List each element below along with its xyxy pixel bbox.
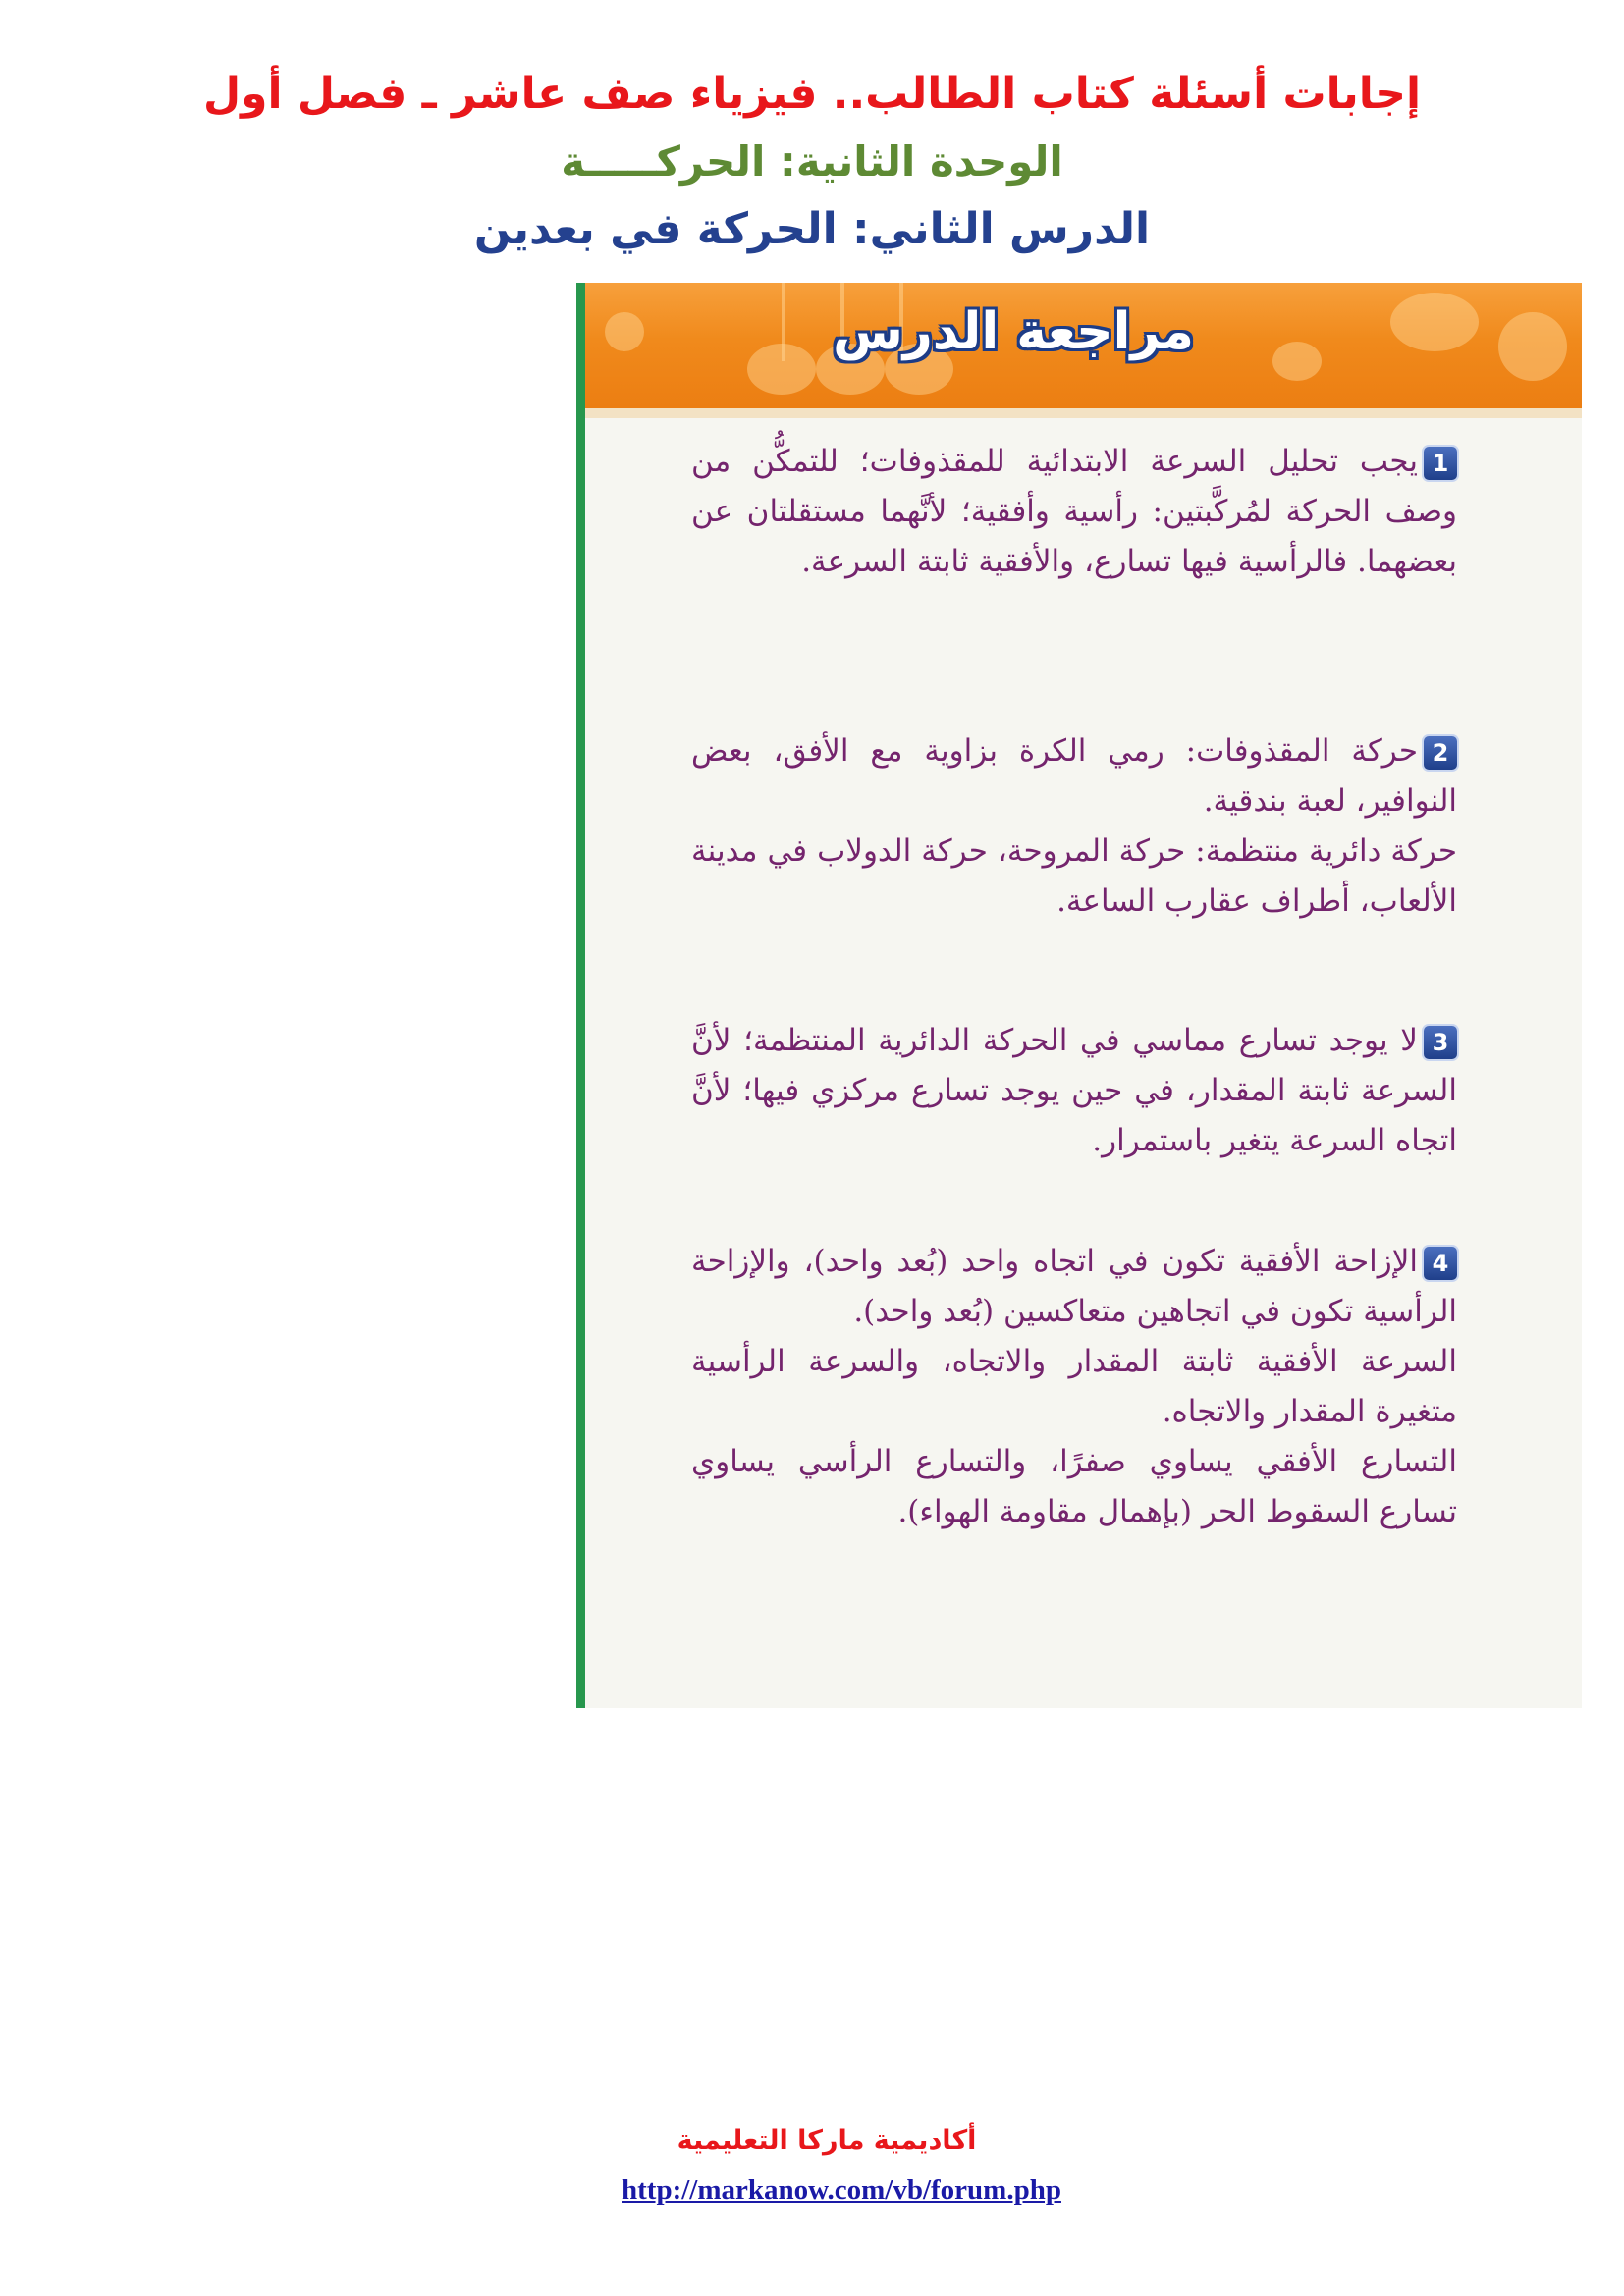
number-badge-4: 4 bbox=[1424, 1247, 1457, 1280]
number-badge-1: 1 bbox=[1424, 447, 1457, 480]
review-answer-2 bbox=[691, 726, 1457, 927]
answer-2-text-2: حركة دائرية منتظمة: حركة المروحة، حركة الدولاب في مدينة الألعاب، أطراف عقارب الساعة. bbox=[691, 833, 1457, 919]
lesson-title: الدرس الثاني: الحركة في بعدين bbox=[473, 204, 1151, 254]
answer-1-text: يجب تحليل السرعة الابتدائية للمقذوفات؛ للتمكُّن من وصف الحركة لمُركَّبتين: رأسية وأفقية؛ لأنَّهما مستقلتان عن بعضهما. فالرأسية فيها تسارع، والأفقية ثابتة السرعة. bbox=[691, 444, 1457, 579]
answer-4-text-3: التسارع الأفقي يساوي صفرًا، والتسارع الرأسي يساوي تسارع السقوط الحر (بإهمال مقاومة الهواء). bbox=[691, 1444, 1457, 1529]
review-title: مراجعة الدرس bbox=[833, 302, 1194, 361]
answer-2-text-1: حركة المقذوفات: رمي الكرة بزاوية مع الأفق، بعض النوافير، لعبة بندقية. bbox=[691, 733, 1457, 819]
answer-4-text-1: الإزاحة الأفقية تكون في اتجاه واحد (بُعد واحد)، والإزاحة الرأسية تكون في اتجاهين متعاكسين (بُعد واحد). bbox=[691, 1244, 1457, 1329]
answer-4-text-2: السرعة الأفقية ثابتة المقدار والاتجاه، والسرعة الرأسية متغيرة المقدار والاتجاه. bbox=[691, 1344, 1457, 1429]
banner-underline bbox=[585, 408, 1582, 418]
review-answer-3 bbox=[691, 1016, 1457, 1166]
review-answer-1 bbox=[691, 437, 1457, 587]
unit-title: الوحدة الثانية: الحركـــــة bbox=[561, 137, 1063, 186]
footer-academy-name: أكاديمية ماركا التعليمية bbox=[677, 2125, 977, 2156]
number-badge-3: 3 bbox=[1424, 1026, 1457, 1059]
number-badge-2: 2 bbox=[1424, 736, 1457, 770]
answer-3-text: لا يوجد تسارع مماسي في الحركة الدائرية المنتظمة؛ لأنَّ السرعة ثابتة المقدار، في حين يوجد تسارع مركزي فيها؛ لأنَّ اتجاه السرعة يتغير باستمرار. bbox=[691, 1023, 1457, 1158]
review-answer-4 bbox=[691, 1237, 1457, 1537]
footer-forum-link[interactable]: http://markanow.com/vb/forum.php bbox=[622, 2174, 1061, 2206]
review-banner bbox=[585, 283, 1582, 408]
side-bar bbox=[576, 283, 585, 1708]
document-title: إجابات أسئلة كتاب الطالب.. فيزياء صف عاشر ـ فصل أول bbox=[202, 69, 1422, 119]
